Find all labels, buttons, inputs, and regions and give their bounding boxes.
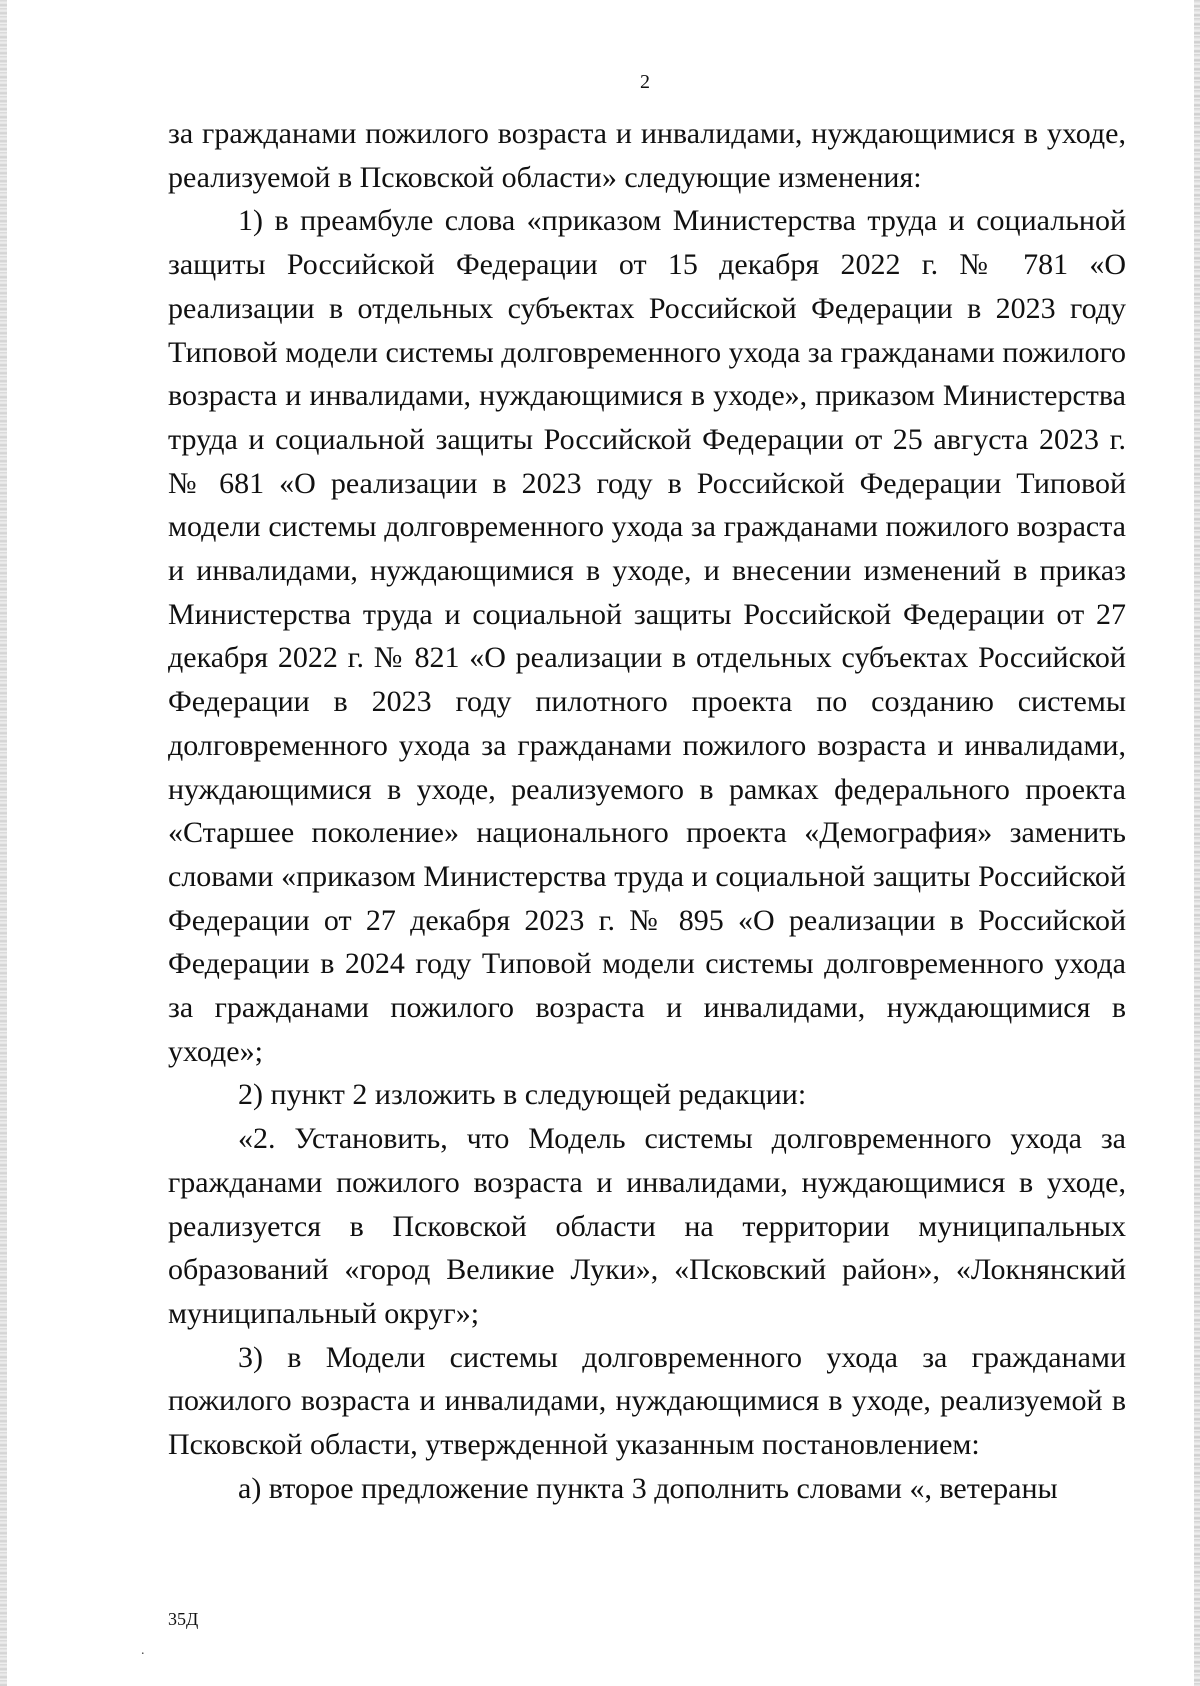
- paragraph-continuation: за гражданами пожилого возраста и инвалидами, нуждающимися в уходе, реализуемой в Псковской области» следующие изменения:: [168, 117, 1126, 194]
- paragraph-item-1: 1) в преамбуле слова «приказом Министерства труда и социальной защиты Российской Федерации от 15 декабря 2022 г. № 781 «О реализации в отдельных субъектах Российской Федерации в 2023 году Типовой модели системы долговременного ухода за гражданами пожилого возраста и инвалидами, нуждающимися в уходе», приказом Министерства труда и социальной защиты Российской Федерации от 25 августа 2023 г. № 681 «О реализации в 2023 году в Российской Федерации Типовой модели системы долговременного ухода за гражданами пожилого возраста и инвалидами, нуждающимися в уходе, и внесении изменений в приказ Министерства труда и социальной защиты Российской Федерации от 27 декабря 2022 г. № 821 «О реализации в отдельных субъектах Российской Федерации в 2023 году пилотного проекта по созданию системы долговременного ухода за гражданами пожилого возраста и инвалидами, нуждающимися в уходе, реализуемого в рамках федерального проекта «Старшее поколение» национального проекта «Демография» заменить словами «приказом Министерства труда и социальной защиты Российской Федерации от 27 декабря 2023 г. № 895 «О реализации в Российской Федерации в 2024 году Типовой модели системы долговременного ухода за гражданами пожилого возраста и инвалидами, нуждающимися в уходе»;: [168, 204, 1126, 1068]
- paragraph-item-3: 3) в Модели системы долговременного ухода за гражданами пожилого возраста и инвалидами, нуждающимися в уходе, реализуемой в Псковской области, утвержденной указанным постановлением:: [168, 1340, 1126, 1462]
- paragraph-item-2-text: «2. Установить, что Модель системы долговременного ухода за гражданами пожилого возраста и инвалидами, нуждающимися в уходе, реализуется в Псковской области на территории муниципальных образований «город Великие Луки», «Псковский район», «Локнянский муниципальный округ»;: [168, 1122, 1126, 1330]
- footer-mark: .: [141, 1643, 145, 1658]
- document-body: [168, 112, 1126, 1511]
- footer-document-code: 35Д: [168, 1609, 199, 1629]
- page-number: 2: [640, 71, 650, 93]
- scan-edge-left: [0, 0, 7, 1686]
- scan-edge-right: [1194, 0, 1200, 1686]
- paragraph-item-3a: а) второе предложение пункта 3 дополнить словами «, ветераны: [238, 1471, 1058, 1505]
- paragraph-item-2: 2) пункт 2 изложить в следующей редакции:: [238, 1078, 807, 1112]
